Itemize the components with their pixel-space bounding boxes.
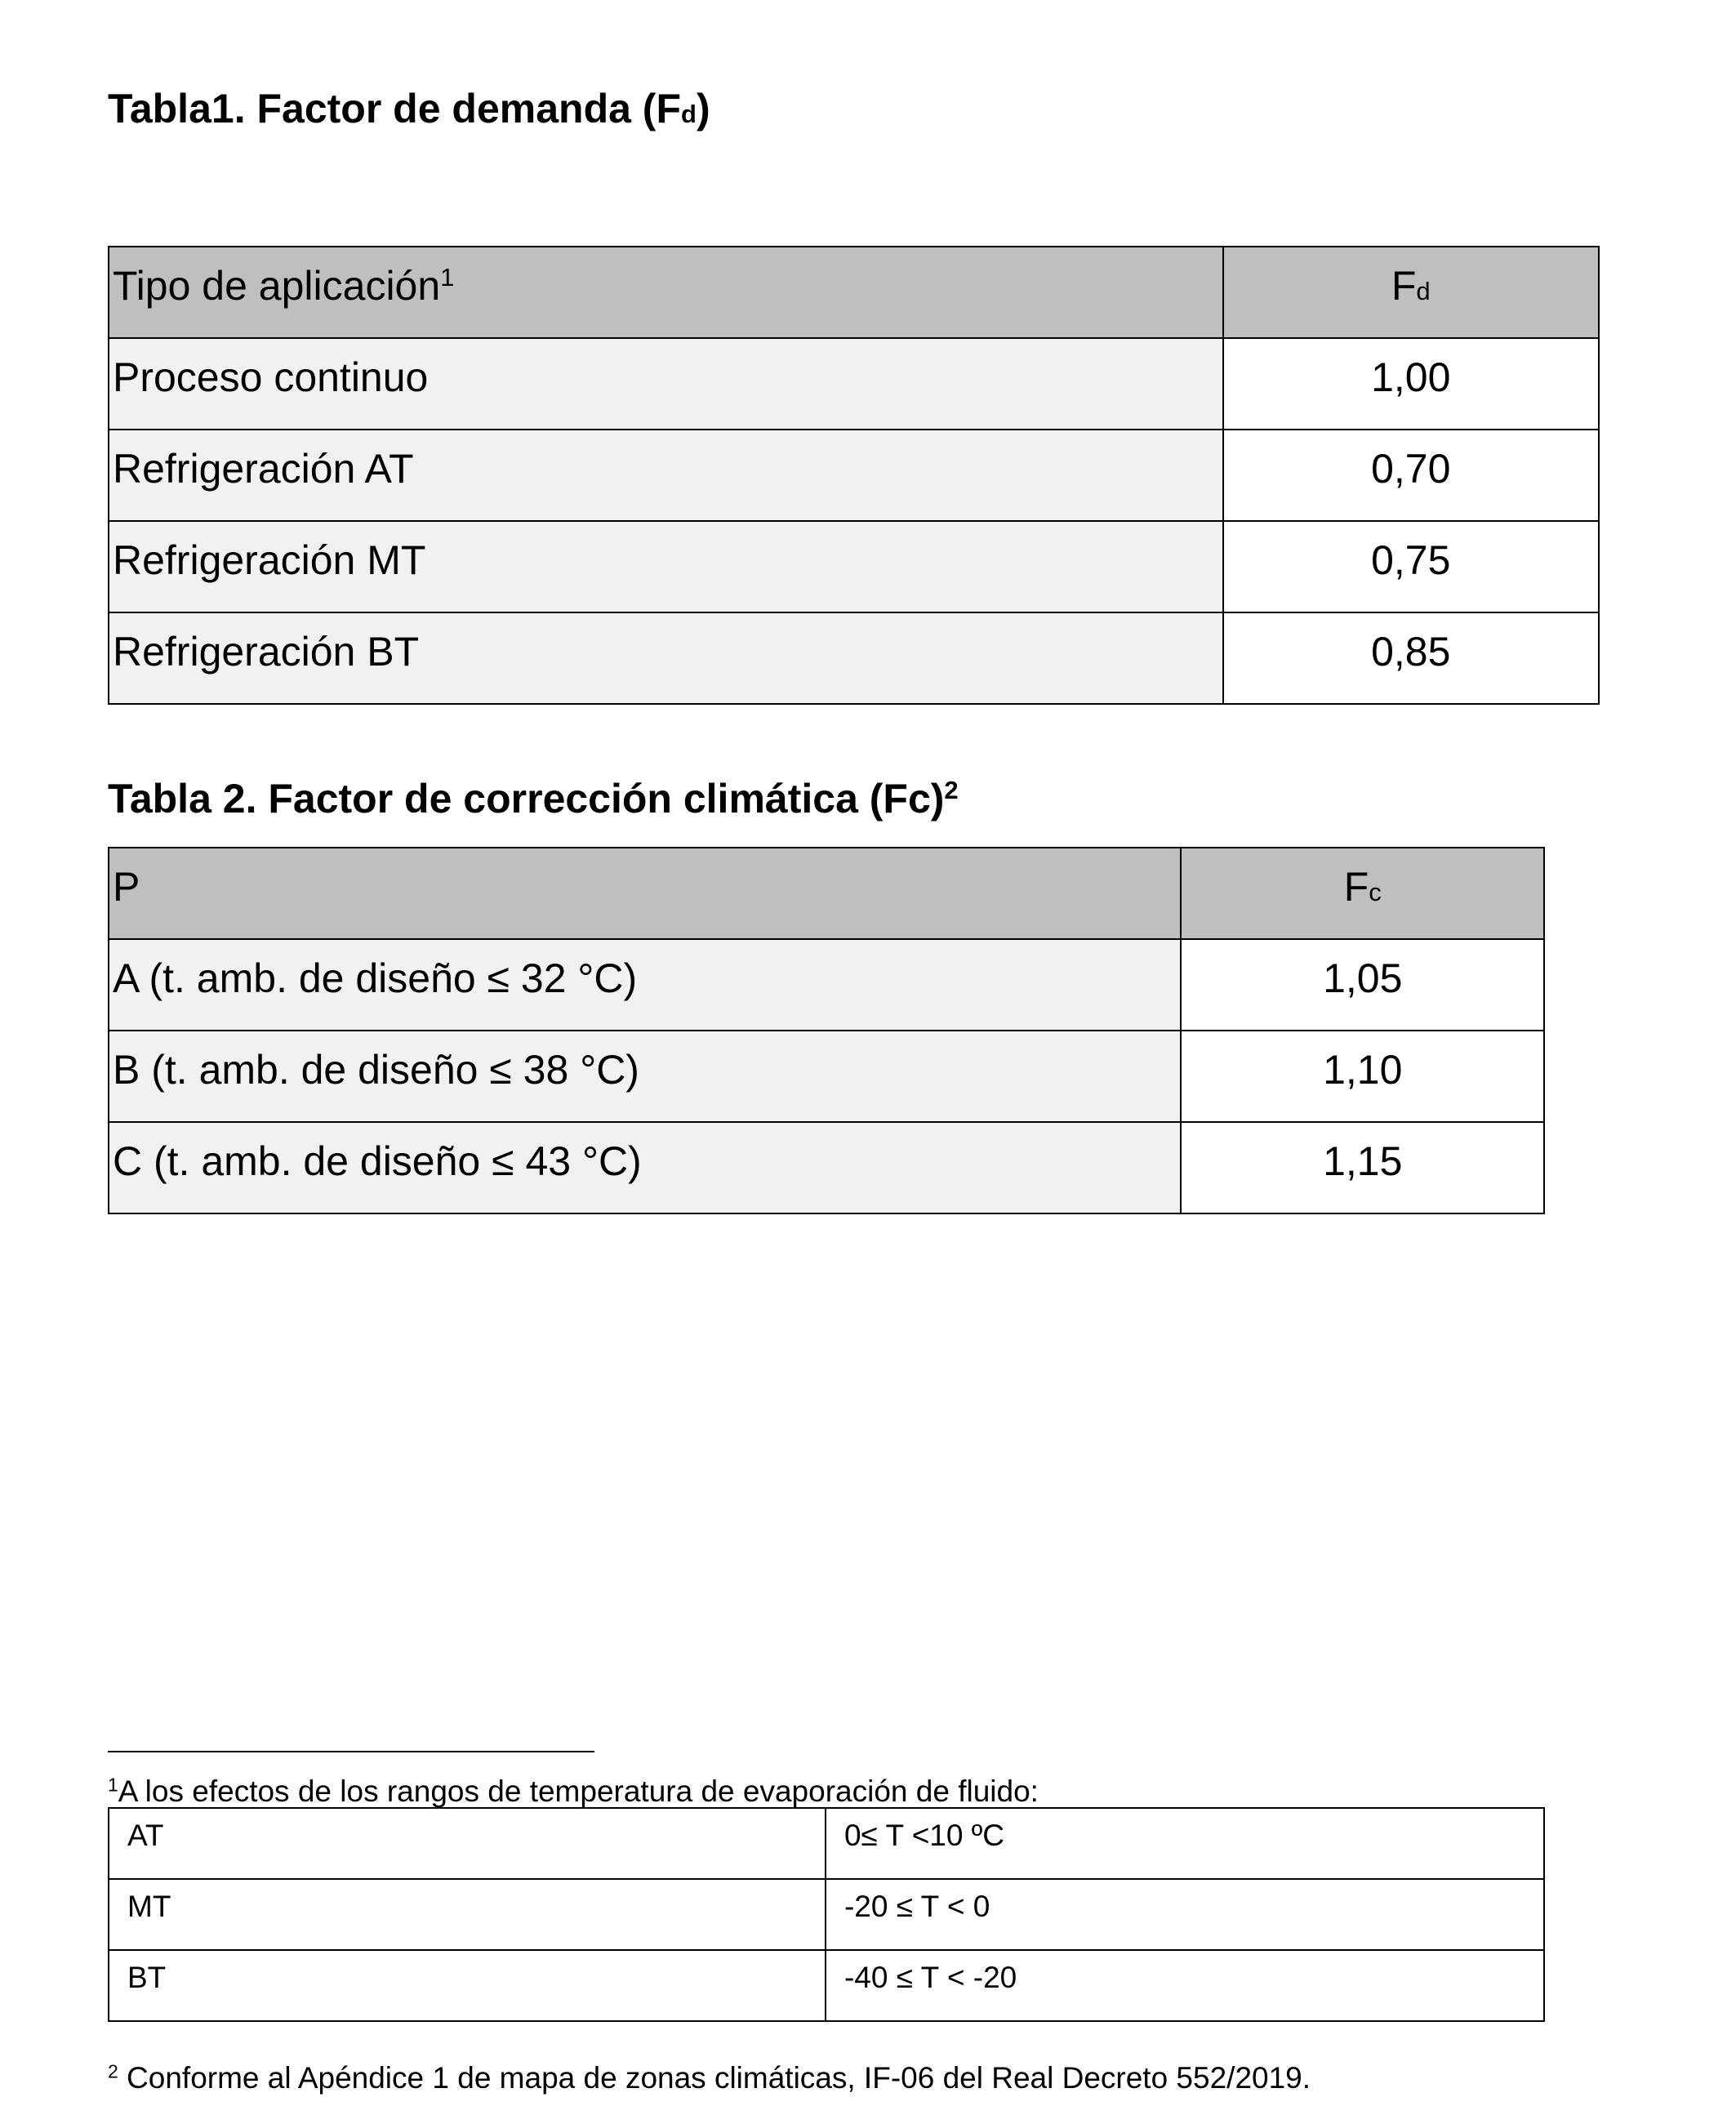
row-value: 1,00: [1223, 338, 1600, 430]
row-label: Refrigeración MT: [109, 521, 1223, 612]
climate-correction-table: [108, 847, 1545, 1214]
row-label: Proceso continuo: [109, 338, 1223, 430]
header-fd: Fd: [1223, 247, 1600, 338]
range-value: 0≤ T <10 ºC: [826, 1808, 1544, 1879]
table-row: [109, 612, 1599, 704]
header-fc: Fc: [1181, 848, 1544, 939]
table-row: [109, 521, 1599, 612]
row-value: 0,75: [1223, 521, 1600, 612]
range-value: -40 ≤ T < -20: [826, 1950, 1544, 2021]
header-application-type: Tipo de aplicación$^1$: [109, 247, 1223, 338]
row-value: 1,10: [1181, 1031, 1544, 1122]
table-row: [109, 939, 1544, 1031]
table-header-row: [109, 247, 1599, 338]
table-row: [109, 1808, 1544, 1879]
table2-title: Tabla 2. Factor de corrección climática $(Fc)^2$: [108, 775, 959, 822]
row-label: C (t. amb. de diseño ≤ 43 °C): [109, 1122, 1181, 1213]
row-value: 1,05: [1181, 939, 1544, 1031]
row-label: A (t. amb. de diseño ≤ 32 °C): [109, 939, 1181, 1031]
footnote-1: $^1$A los efectos de los rangos de temperatura de evaporación de fluido:: [108, 1774, 1039, 1808]
row-value: 1,15: [1181, 1122, 1544, 1213]
range-label: MT: [109, 1879, 826, 1950]
table1-title: Tabla1. Factor de demanda (Fd): [108, 86, 710, 131]
table-row: [109, 1879, 1544, 1950]
table-row: [109, 430, 1599, 521]
table-header-row: [109, 848, 1544, 939]
range-value: -20 ≤ T < 0: [826, 1879, 1544, 1950]
row-label: Refrigeración AT: [109, 430, 1223, 521]
footnote-separator: [108, 1751, 594, 1752]
row-value: 0,85: [1223, 612, 1600, 704]
row-label: Refrigeración BT: [109, 612, 1223, 704]
row-label: B (t. amb. de diseño ≤ 38 °C): [109, 1031, 1181, 1122]
demand-factor-table: [108, 246, 1600, 705]
temperature-range-table: [108, 1807, 1545, 2022]
range-label: AT: [109, 1808, 826, 1879]
header-p: P: [109, 848, 1181, 939]
table-row: [109, 1031, 1544, 1122]
table-row: [109, 338, 1599, 430]
range-label: BT: [109, 1950, 826, 2021]
table-row: [109, 1122, 1544, 1213]
row-value: 0,70: [1223, 430, 1600, 521]
table-row: [109, 1950, 1544, 2021]
footnote-2: $^2$ Conforme al Apéndice 1 de mapa de zonas climáticas, IF-06 del Real Decreto 552/2019.: [108, 2060, 1311, 2095]
